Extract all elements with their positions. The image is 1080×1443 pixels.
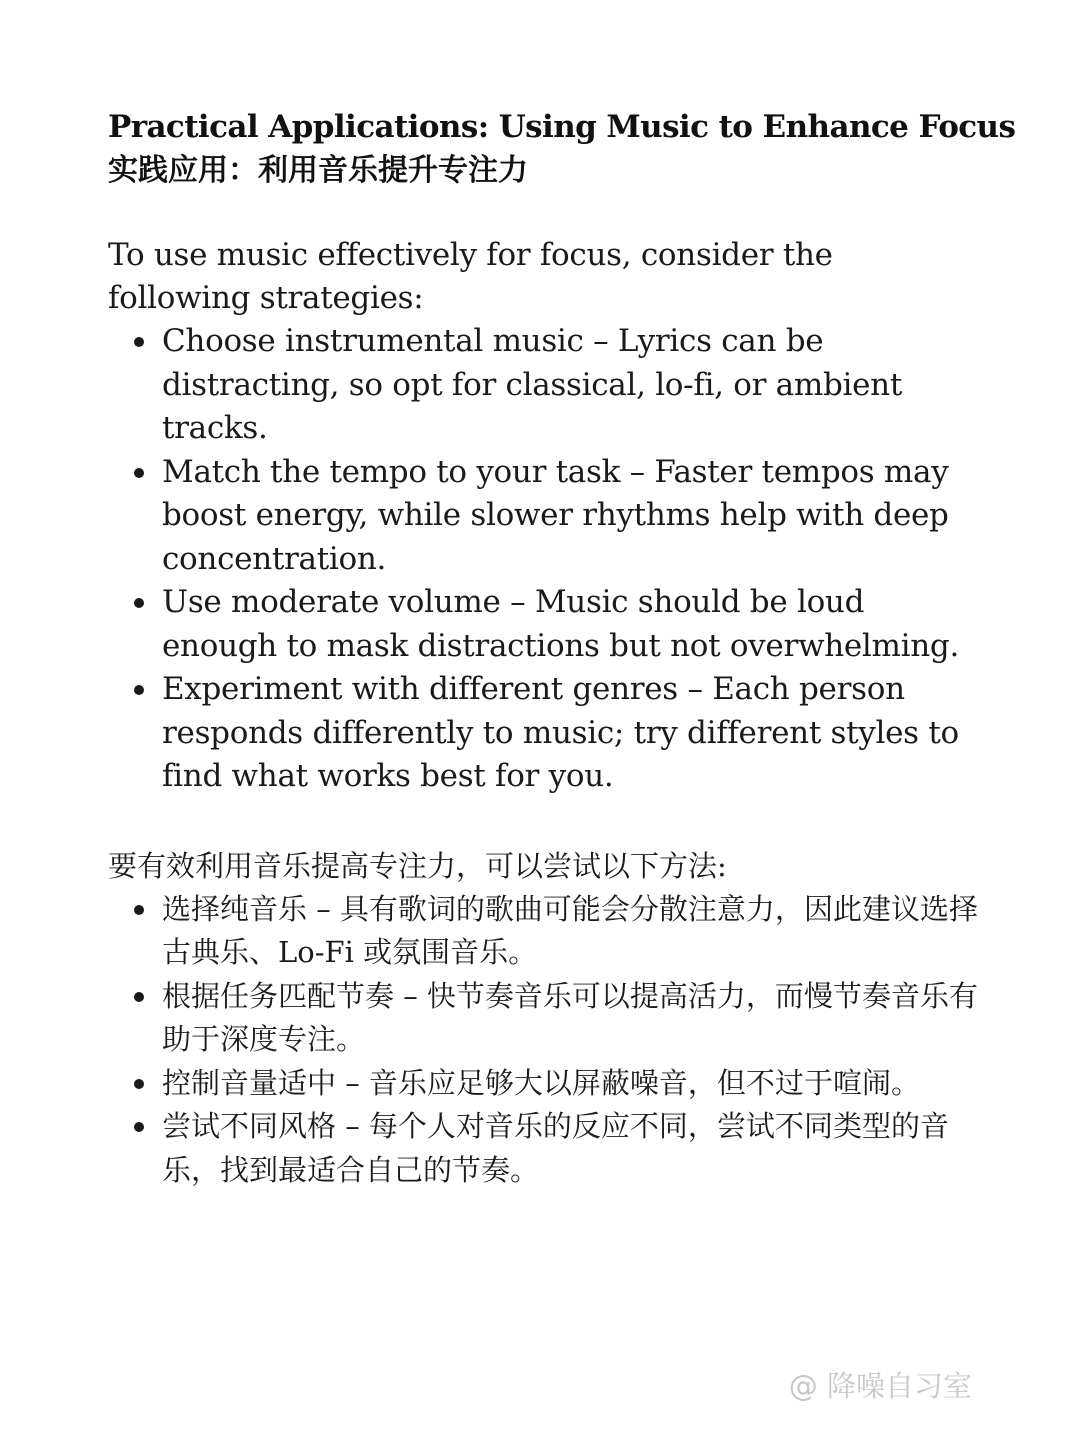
- bullet-icon: [134, 905, 144, 915]
- bullet-icon: [134, 337, 144, 347]
- bullet-icon: [134, 1079, 144, 1089]
- list-item: [108, 1105, 980, 1192]
- chinese-intro: 要有效利用音乐提高专注力，可以尝试以下方法:: [108, 848, 727, 883]
- list-item: [108, 975, 980, 1062]
- chinese-section: [108, 845, 980, 1193]
- list-item-text: 控制音量适中 – 音乐应足够大以屏蔽噪音，但不过于喧闹。: [162, 1065, 920, 1100]
- bullet-icon: [134, 598, 144, 608]
- list-item-text: Match the tempo to your task – Faster tempos may boost energy, while slower rhythms help with deep concentration.: [162, 453, 949, 577]
- bullet-icon: [134, 1122, 144, 1132]
- list-item-text: 选择纯音乐 – 具有歌词的歌曲可能会分散注意力，因此建议选择古典乐、Lo-Fi 或氛围音乐。: [162, 891, 978, 969]
- title-english: Practical Applications: Using Music to Enhance Focus: [108, 109, 1016, 145]
- list-item: [108, 888, 980, 975]
- watermark: @ 降噪自习室: [788, 1369, 972, 1403]
- list-item-text: Experiment with different genres – Each person responds differently to music; try different styles to find what works best for you.: [162, 671, 959, 794]
- chinese-strategy-list: [108, 888, 980, 1193]
- list-item-text: Use moderate volume – Music should be loud enough to mask distractions but not overwhelming.: [162, 584, 959, 664]
- list-item: [108, 451, 980, 582]
- english-intro: To use music effectively for focus, consider the following strategies:: [108, 237, 833, 316]
- bullet-icon: [134, 468, 144, 478]
- list-item-text: 根据任务匹配节奏 – 快节奏音乐可以提高活力，而慢节奏音乐有助于深度专注。: [162, 978, 978, 1056]
- bullet-icon: [134, 685, 144, 695]
- english-section: [108, 234, 980, 799]
- list-item: [108, 1062, 980, 1106]
- list-item: [108, 320, 980, 451]
- title-chinese: 实践应用：利用音乐提升专注力: [108, 153, 528, 188]
- list-item: [108, 668, 980, 799]
- bullet-icon: [134, 992, 144, 1002]
- document-page: [108, 104, 1016, 1192]
- list-item-text: 尝试不同风格 – 每个人对音乐的反应不同，尝试不同类型的音乐，找到最适合自己的节奏。: [162, 1109, 949, 1187]
- list-item-text: Choose instrumental music – Lyrics can be distracting, so opt for classical, lo-fi, or ambient tracks.: [162, 323, 902, 446]
- list-item: [108, 581, 980, 668]
- english-strategy-list: [108, 320, 980, 799]
